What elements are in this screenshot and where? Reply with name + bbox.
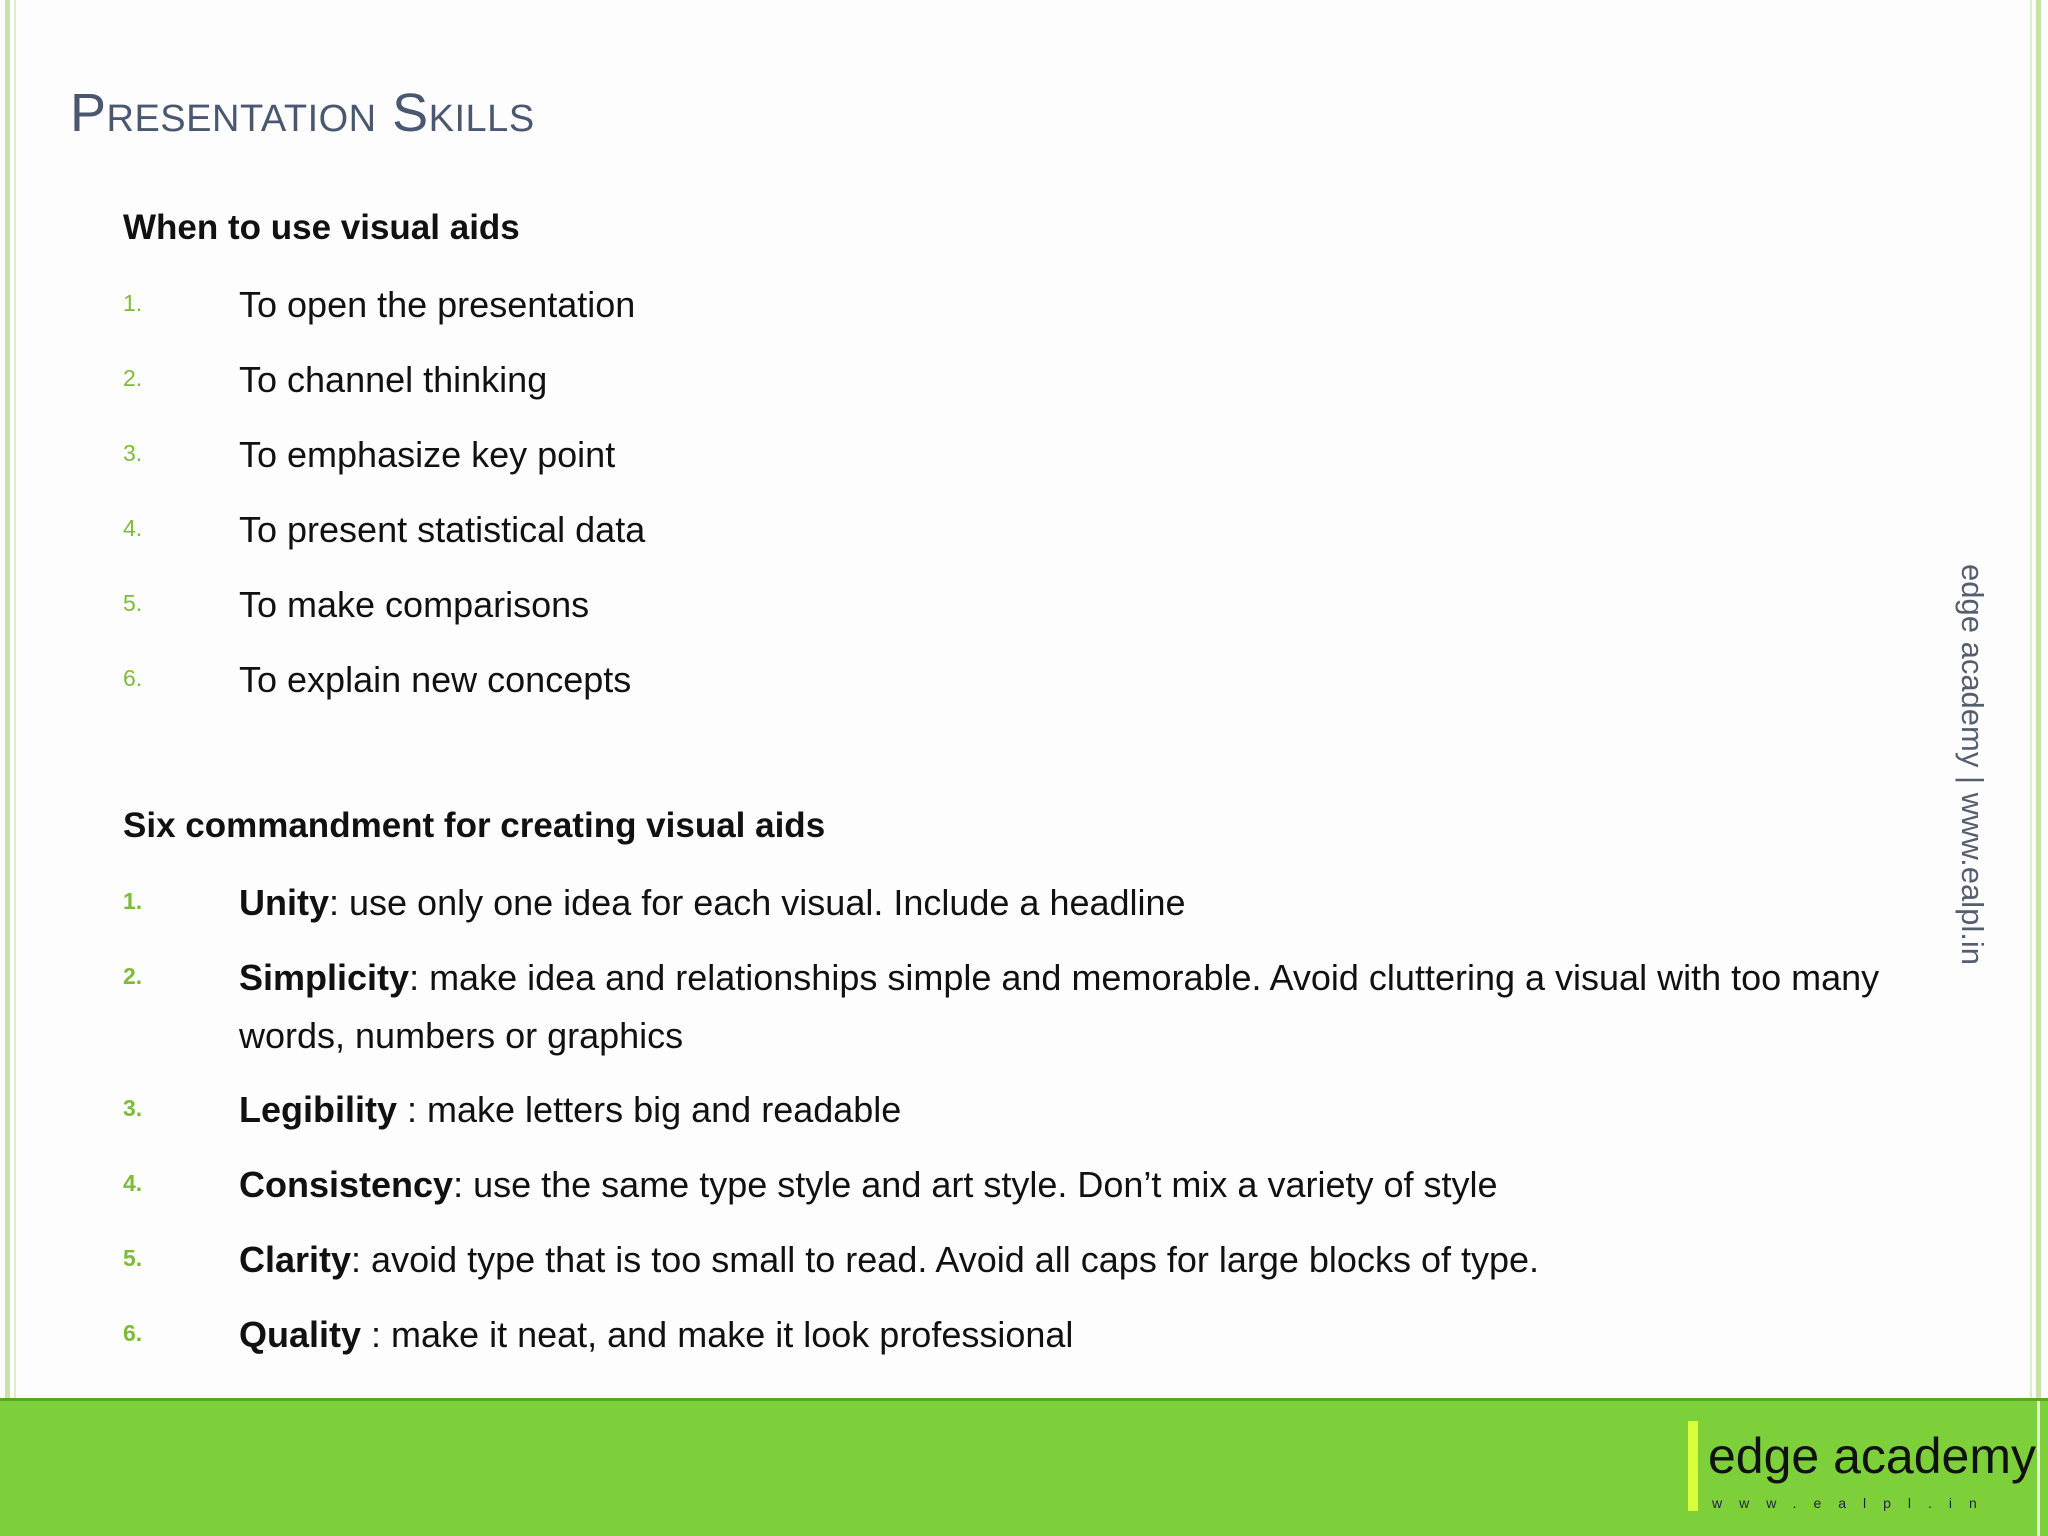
list-text: To channel thinking bbox=[239, 359, 548, 400]
list-number: 3. bbox=[123, 440, 143, 466]
list-number: 5. bbox=[123, 1245, 143, 1271]
slide-title: Presentation Skills bbox=[70, 83, 535, 143]
logo-accent-bar bbox=[1688, 1421, 1698, 1511]
list-text: To open the presentation bbox=[239, 284, 636, 325]
term: Unity bbox=[239, 882, 329, 923]
logo-url: www.ealpl.in bbox=[1712, 1495, 1994, 1511]
list-text: To emphasize key point bbox=[239, 434, 616, 475]
left-border-line bbox=[5, 0, 10, 1398]
list-number: 2. bbox=[123, 365, 143, 391]
list-number: 6. bbox=[123, 1320, 143, 1346]
list-number: 4. bbox=[123, 515, 143, 541]
section-heading-commandments: Six commandment for creating visual aids bbox=[123, 806, 826, 845]
description: : make letters big and readable bbox=[397, 1089, 902, 1130]
description: : use only one idea for each visual. Include a headline bbox=[329, 882, 1186, 923]
term: Clarity bbox=[239, 1239, 352, 1280]
left-border-line-thin bbox=[14, 0, 16, 1398]
list-text: To explain new concepts bbox=[239, 659, 632, 700]
list-number: 5. bbox=[123, 590, 143, 616]
list-number: 1. bbox=[123, 888, 143, 914]
term: Quality bbox=[239, 1314, 362, 1355]
list-text bbox=[239, 1156, 1919, 1214]
list-text: To make comparisons bbox=[239, 584, 590, 625]
right-border-line-thin bbox=[2030, 0, 2032, 1398]
footer-edge-line bbox=[2037, 1401, 2040, 1536]
term: Consistency bbox=[239, 1164, 454, 1205]
description: : use the same type style and art style. Don’t mix a variety of style bbox=[453, 1164, 1498, 1205]
list-text bbox=[239, 1306, 1919, 1364]
term: Legibility bbox=[239, 1089, 398, 1130]
list-text bbox=[239, 1081, 1919, 1139]
list-number: 6. bbox=[123, 665, 143, 691]
right-border-line bbox=[2036, 0, 2041, 1398]
list-number: 3. bbox=[123, 1095, 143, 1121]
edge-academy-logo bbox=[1688, 1421, 2037, 1521]
section-heading-when: When to use visual aids bbox=[123, 208, 520, 247]
description: : make idea and relationships simple and memorable. Avoid cluttering a visual with too many words, numbers or graphics bbox=[239, 957, 1880, 1056]
description: : make it neat, and make it look professional bbox=[361, 1314, 1074, 1355]
description: : avoid type that is too small to read. Avoid all caps for large blocks of type. bbox=[351, 1239, 1540, 1280]
list-text bbox=[239, 949, 1959, 1065]
list-number: 2. bbox=[123, 963, 143, 989]
list-text: To present statistical data bbox=[239, 509, 646, 550]
term: Simplicity bbox=[239, 957, 410, 998]
list-text bbox=[239, 1231, 1919, 1289]
list-text bbox=[239, 874, 1919, 932]
logo-name: edge academy bbox=[1708, 1428, 2037, 1484]
footer-bar bbox=[0, 1398, 2048, 1536]
list-number: 4. bbox=[123, 1170, 143, 1196]
vertical-side-text: edge academy | www.ealpl.in bbox=[1955, 564, 1990, 965]
list-number: 1. bbox=[123, 290, 143, 316]
